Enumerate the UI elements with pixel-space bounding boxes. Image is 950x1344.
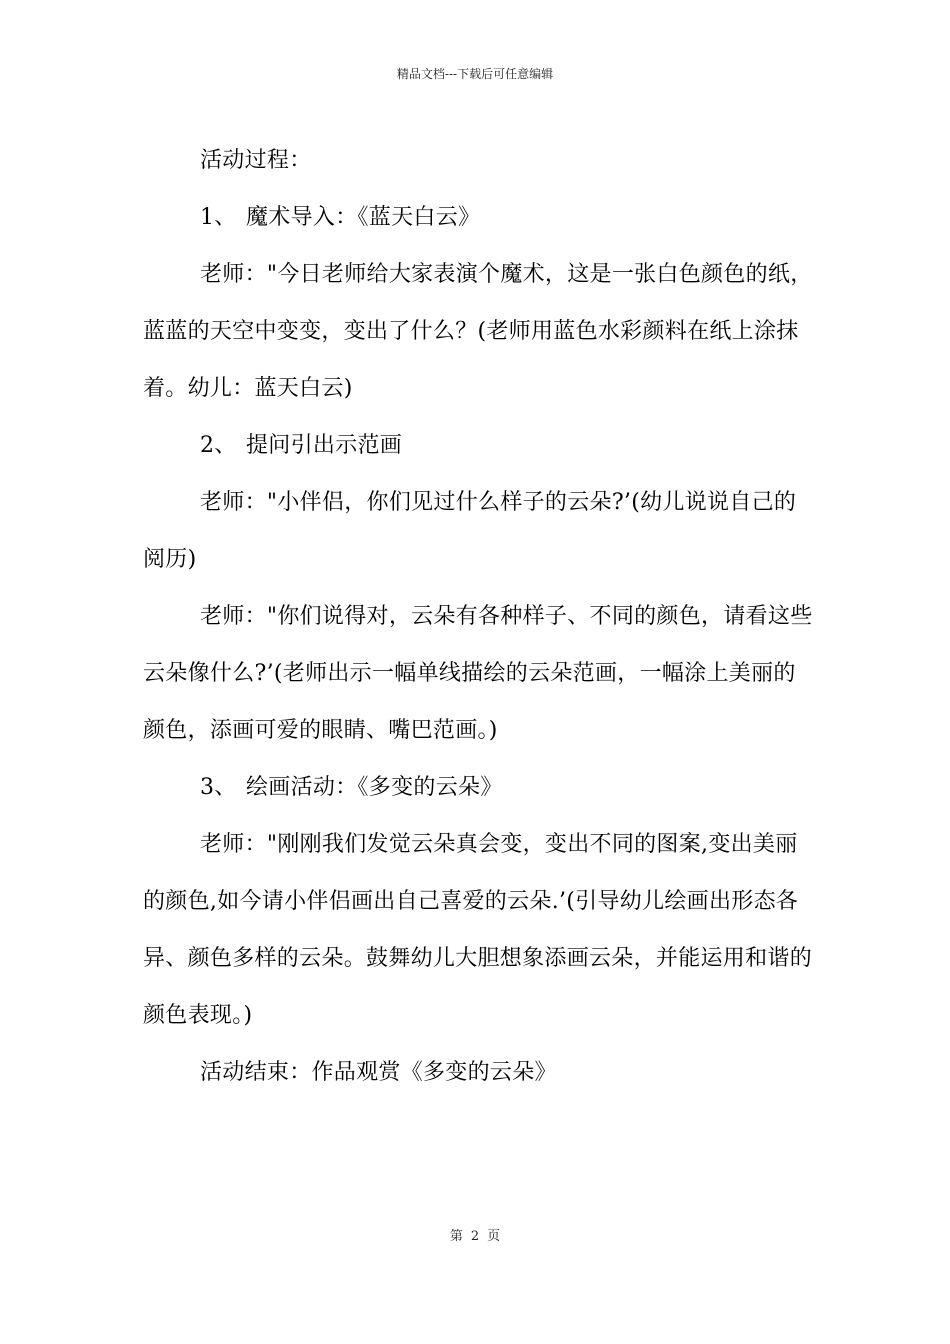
footer-prefix: 第 <box>449 1229 463 1244</box>
list-label: 提问引出示范画 <box>246 433 403 458</box>
paragraph-magic-intro: 老师："今日老师给大家表演个魔术，这是一张白色颜色的纸，蓝蓝的天空中变变，变出了什么？(老师用蓝色水彩颜料在纸上涂抹着。幼儿：蓝天白云) <box>143 262 813 401</box>
section-title-process: 活动过程： <box>200 148 312 173</box>
list-label: 魔术导入：《蓝天白云》 <box>246 205 481 230</box>
page-header: 精品文档---下载后可任意编辑 <box>396 67 554 81</box>
paragraph-ending: 活动结束：作品观赏《多变的云朵》 <box>200 1060 557 1085</box>
paragraph-drawing: 老师："刚刚我们发觉云朵真会变，变出不同的图案,变出美丽的颜色,如今请小伴侣画出自己喜爱的云朵.’(引导幼儿绘画出形态各异、颜色多样的云朵。鼓舞幼儿大胆想象添画云朵，并能运用和谐的颜色表现。) <box>143 832 813 1028</box>
footer-suffix: 页 <box>487 1229 501 1244</box>
list-item-1 <box>143 189 813 246</box>
paragraph-question: 老师："小伴侣，你们见过什么样子的云朵?’(幼儿说说自己的阅历) <box>143 490 797 572</box>
document-body <box>143 132 813 1101</box>
page-footer <box>0 1228 950 1246</box>
list-item-3 <box>143 759 813 816</box>
list-number: 3、 <box>200 775 237 800</box>
list-number: 2、 <box>200 433 237 458</box>
list-item-2 <box>143 417 813 474</box>
paragraph-demo: 老师："你们说得对，云朵有各种样子、不同的颜色，请看这些云朵像什么?’(老师出示一幅单线描绘的云朵范画，一幅涂上美丽的颜色，添画可爱的眼睛、嘴巴范画。) <box>143 604 813 743</box>
list-label: 绘画活动：《多变的云朵》 <box>246 775 503 800</box>
list-number: 1、 <box>200 205 237 230</box>
page-number: 2 <box>470 1229 480 1244</box>
